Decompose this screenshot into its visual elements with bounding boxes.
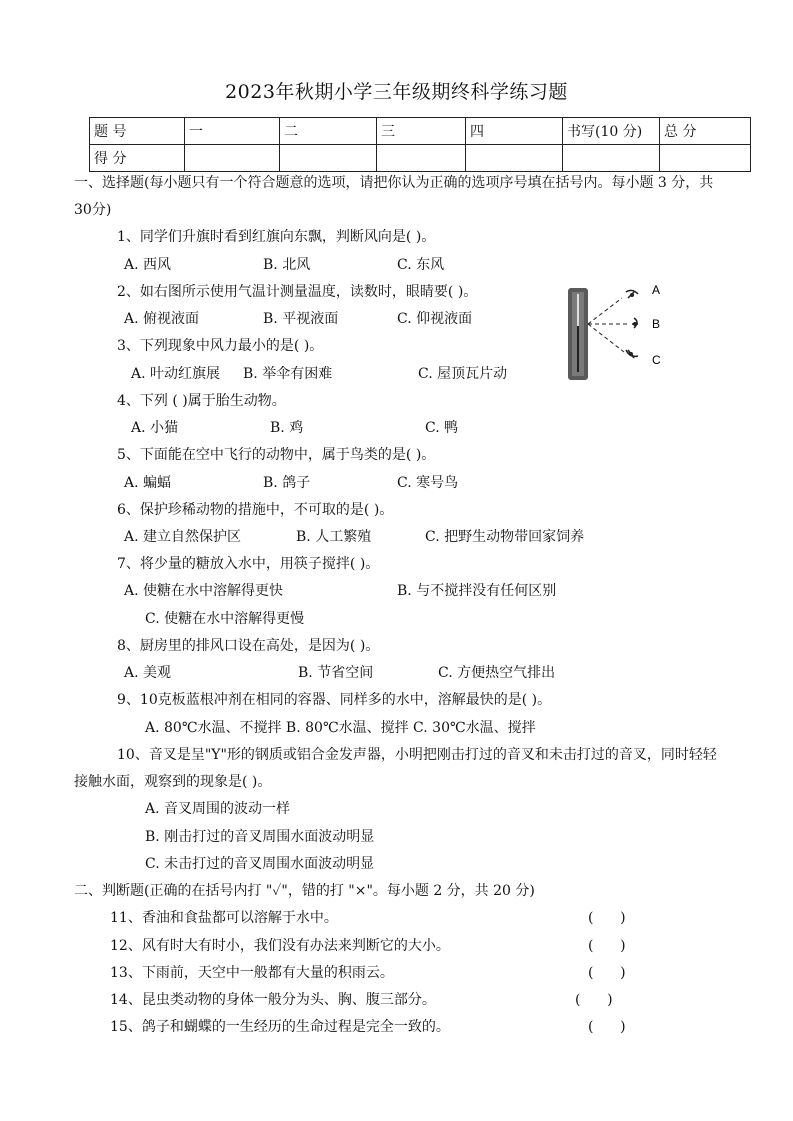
page-title: 2023年秋期小学三年级期终科学练习题	[225, 81, 568, 103]
eye-icon	[626, 290, 638, 298]
q2-option-a: A. 俯视液面	[124, 311, 200, 327]
q4-option-b: B. 鸡	[270, 420, 304, 436]
q7-option-c: C. 使糖在水中溶解得更慢	[145, 611, 305, 627]
answer-blank[interactable]: ( )	[588, 938, 626, 954]
q3-option-a: A. 叶动红旗展	[131, 366, 221, 382]
header-cell: 三	[377, 118, 466, 145]
q8-option-c: C. 方便热空气排出	[438, 665, 556, 681]
question-7-stem: 7、将少量的糖放入水中，用筷子搅拌( )。	[117, 556, 380, 572]
answer-blank[interactable]: ( )	[588, 965, 626, 981]
question-3-stem: 3、下列现象中风力最小的是( )。	[117, 338, 324, 354]
score-table-header-row	[90, 118, 751, 145]
q6-option-b: B. 人工繁殖	[296, 529, 372, 545]
eye-icon	[626, 350, 638, 358]
question-1-stem: 1、同学们升旗时看到红旗向东飘，判断风向是( )。	[117, 229, 436, 245]
score-table-score-row	[90, 145, 751, 172]
header-cell: 二	[280, 118, 377, 145]
question-2-stem: 2、如右图所示使用气温计测量温度，读数时，眼睛要( )。	[117, 284, 478, 300]
score-cell[interactable]	[280, 145, 377, 172]
question-10-stem-cont: 接触水面，观察到的现象是( )。	[74, 774, 272, 790]
q1-option-a: A. 西风	[124, 257, 172, 273]
q8-option-a: A. 美观	[124, 665, 172, 681]
header-cell: 总 分	[660, 118, 751, 145]
thermometer-figure	[560, 284, 670, 384]
judge-item-13: 13、下雨前，天空中一般都有大量的积雨云。	[110, 965, 394, 981]
header-cell: 四	[466, 118, 563, 145]
figure-label-c: C	[652, 353, 661, 367]
header-cell: 书写(10 分)	[563, 118, 660, 145]
section1-heading-cont: 30分)	[74, 202, 112, 218]
q10-option-a: A. 音叉周围的波动一样	[145, 801, 291, 817]
header-cell: 一	[185, 118, 280, 145]
question-8-stem: 8、厨房里的排风口设在高处，是因为( )。	[117, 638, 380, 654]
q7-option-a: A. 使糖在水中溶解得更快	[124, 583, 284, 599]
answer-blank[interactable]: ( )	[588, 1019, 626, 1035]
q3-option-c: C. 屋顶瓦片动	[418, 366, 508, 382]
section1-heading: 一、选择题(每小题只有一个符合题意的选项，请把你认为正确的选项序号填在括号内。每小题 3 分，共	[74, 175, 714, 191]
question-5-stem: 5、下面能在空中飞行的动物中，属于鸟类的是( )。	[117, 447, 436, 463]
judge-item-11: 11、香油和食盐都可以溶解于水中。	[110, 910, 338, 926]
q8-option-b: B. 节省空间	[298, 665, 374, 681]
q1-option-b: B. 北风	[263, 257, 311, 273]
score-cell[interactable]	[660, 145, 751, 172]
eye-icon	[632, 318, 638, 328]
q5-option-a: A. 蝙蝠	[124, 475, 172, 491]
q1-option-c: C. 东风	[397, 257, 445, 273]
score-cell[interactable]	[185, 145, 280, 172]
score-cell[interactable]	[377, 145, 466, 172]
figure-label-b: B	[652, 317, 661, 331]
figure-label-a: A	[652, 284, 661, 297]
q4-option-c: C. 鸭	[425, 420, 459, 436]
sightline-a	[588, 298, 622, 324]
question-6-stem: 6、保护珍稀动物的措施中，不可取的是( )。	[117, 502, 394, 518]
answer-blank[interactable]: ( )	[588, 910, 626, 926]
answer-blank[interactable]: ( )	[575, 992, 613, 1008]
header-cell: 题 号	[90, 118, 185, 145]
question-4-stem: 4、下列 ( )属于胎生动物。	[117, 393, 286, 409]
q10-option-c: C. 未击打过的音叉周围水面波动明显	[145, 856, 375, 872]
section2-heading: 二、判断题(正确的在括号内打 "✓"，错的打 "×"。每小题 2 分，共 20 分)	[74, 883, 535, 899]
judge-item-12: 12、风有时大有时小，我们没有办法来判断它的大小。	[110, 938, 450, 954]
judge-item-14: 14、昆虫类动物的身体一般分为头、胸、腹三部分。	[110, 992, 436, 1008]
q2-option-b: B. 平视液面	[263, 311, 339, 327]
q9-options: A. 80℃水温、不搅拌 B. 80℃水温、搅拌 C. 30℃水温、搅拌	[145, 720, 536, 736]
q6-option-a: A. 建立自然保护区	[124, 529, 242, 545]
sightline-c	[588, 324, 624, 352]
q4-option-a: A. 小猫	[131, 420, 179, 436]
q5-option-c: C. 寒号鸟	[397, 475, 459, 491]
q3-option-b: B. 举伞有困难	[243, 366, 333, 382]
score-cell[interactable]	[466, 145, 563, 172]
q2-option-c: C. 仰视液面	[397, 311, 473, 327]
score-row-label: 得 分	[90, 145, 185, 172]
q7-option-b: B. 与不搅拌没有任何区别	[397, 583, 557, 599]
q10-option-b: B. 刚击打过的音叉周围水面波动明显	[145, 829, 375, 845]
q5-option-b: B. 鸽子	[263, 475, 311, 491]
question-10-stem: 10、音叉是呈"Y"形的钢质或铝合金发声器，小明把刚击打过的音叉和未击打过的音叉，同时轻轻	[117, 747, 717, 763]
score-cell[interactable]	[563, 145, 660, 172]
judge-item-15: 15、鸽子和蝴蝶的一生经历的生命过程是完全一致的。	[110, 1019, 450, 1035]
question-9-stem: 9、10克板蓝根冲剂在相同的容器、同样多的水中，溶解最快的是( )。	[117, 692, 552, 708]
q6-option-c: C. 把野生动物带回家饲养	[425, 529, 585, 545]
score-table	[89, 117, 751, 172]
